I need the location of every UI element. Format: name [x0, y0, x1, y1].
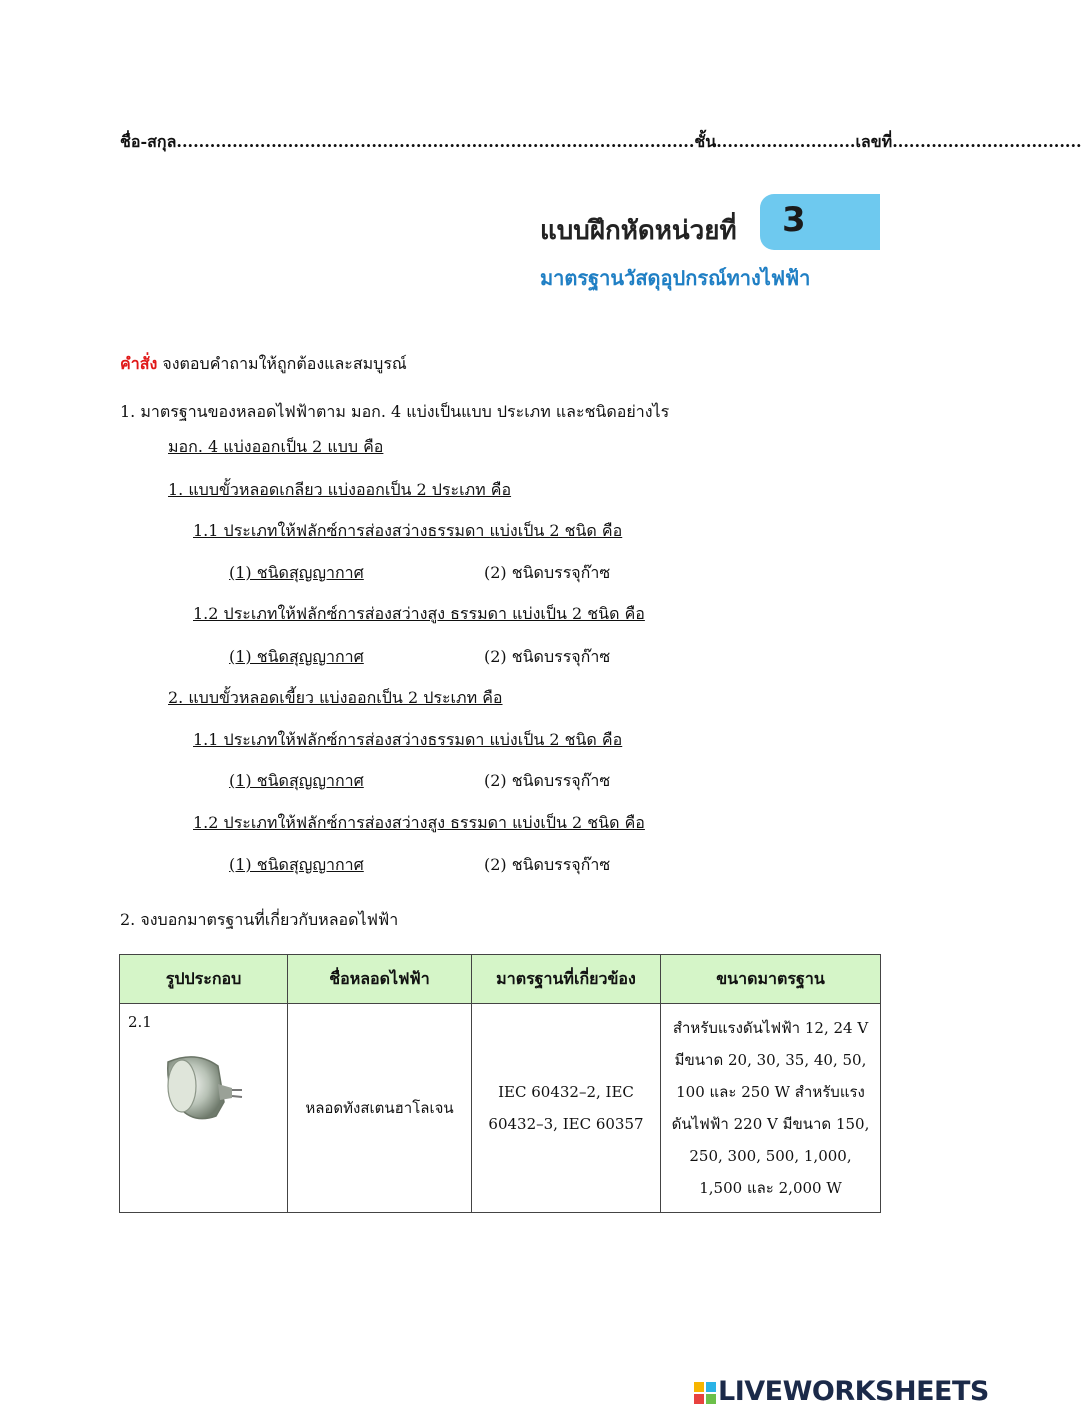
unit-title: แบบฝึกหัดหน่วยที่	[540, 216, 737, 246]
table-header-row	[120, 955, 881, 1004]
answer-type-2-1: 1.1 ประเภทให้ฟลักซ์การส่องสว่างธรรมดา แบ่งเป็น 2 ชนิด คือ	[193, 730, 623, 749]
unit-number-badge	[760, 194, 880, 250]
student-info-line: ชื่อ-สกุล.............................................................................................ชั้น.........................เลขที่..................................	[120, 132, 1082, 151]
unit-number: 3	[782, 200, 806, 240]
table-header-cell: มาตรฐานที่เกี่ยวข้อง	[472, 955, 661, 1004]
lamp-name-cell: หลอดทังสเตนฮาโลเจน	[288, 1004, 472, 1213]
answer-row	[229, 645, 629, 670]
table-header-cell: ชื่อหลอดไฟฟ้า	[288, 955, 472, 1004]
answer-option: (1) ชนิดสุญญากาศ	[229, 771, 364, 790]
size-cell: สำหรับแรงดันไฟฟ้า 12, 24 V มีขนาด 20, 30, 35, 40, 50, 100 และ 250 W สำหรับแรงดันไฟฟ้า 220 V มีขนาด 150, 250, 300, 500, 1,000, 1,500 และ 2,000 W	[661, 1004, 881, 1213]
table-header-cell: ขนาดมาตรฐาน	[661, 955, 881, 1004]
answer-option: (1) ชนิดสุญญากาศ	[229, 563, 364, 582]
standards-table	[119, 954, 881, 1213]
halogen-lamp-image	[158, 1044, 248, 1134]
answer-type-1-1: 1.1 ประเภทให้ฟลักซ์การส่องสว่างธรรมดา แบ่งเป็น 2 ชนิด คือ	[193, 521, 623, 540]
table-row	[120, 1004, 881, 1213]
unit-subtitle: มาตรฐานวัสดุอุปกรณ์ทางไฟฟ้า	[540, 266, 811, 290]
answer-option: (2) ชนิดบรรจุก๊าซ	[484, 771, 611, 790]
picture-cell	[120, 1004, 288, 1213]
table-header-cell: รูปประกอบ	[120, 955, 288, 1004]
instruction	[120, 352, 407, 377]
answer-option: (2) ชนิดบรรจุก๊าซ	[484, 563, 611, 582]
logo-squares-icon	[694, 1382, 716, 1404]
instruction-label: คำสั่ง	[120, 354, 158, 373]
answer-option: (1) ชนิดสุญญากาศ	[229, 647, 364, 666]
answer-option: (2) ชนิดบรรจุก๊าซ	[484, 647, 611, 666]
answer-option: (1) ชนิดสุญญากาศ	[229, 855, 364, 874]
row-number: 2.1	[128, 1013, 152, 1031]
answer-row	[229, 561, 629, 586]
liveworksheets-logo	[694, 1376, 989, 1407]
standard-cell: IEC 60432–2, IEC 60432–3, IEC 60357	[472, 1004, 661, 1213]
instruction-text: จงตอบคำถามให้ถูกต้องและสมบูรณ์	[157, 354, 407, 373]
answer-row	[229, 769, 629, 794]
question-1: 1. มาตรฐานของหลอดไฟฟ้าตาม มอก. 4 แบ่งเป็นแบบ ประเภท และชนิดอย่างไร	[120, 402, 670, 421]
answer-row	[229, 853, 629, 878]
answer-type-1-2: 1.2 ประเภทให้ฟลักซ์การส่องสว่างสูง ธรรมดา แบ่งเป็น 2 ชนิด คือ	[193, 604, 645, 623]
logo-text: LIVEWORKSHEETS	[718, 1376, 989, 1407]
answer-type-2-2: 1.2 ประเภทให้ฟลักซ์การส่องสว่างสูง ธรรมดา แบ่งเป็น 2 ชนิด คือ	[193, 813, 645, 832]
answer-type-2: 2. แบบขั้วหลอดเขี้ยว แบ่งออกเป็น 2 ประเภท คือ	[168, 688, 503, 707]
answer-option: (2) ชนิดบรรจุก๊าซ	[484, 855, 611, 874]
answer-type-1: 1. แบบขั้วหลอดเกลียว แบ่งออกเป็น 2 ประเภท คือ	[168, 480, 512, 499]
answer-intro: มอก. 4 แบ่งออกเป็น 2 แบบ คือ	[168, 437, 384, 456]
question-2: 2. จงบอกมาตรฐานที่เกี่ยวกับหลอดไฟฟ้า	[120, 910, 399, 929]
